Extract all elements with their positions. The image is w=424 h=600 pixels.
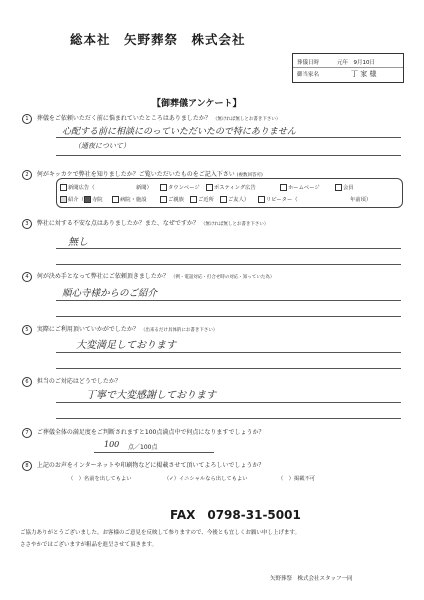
answer-line <box>56 155 401 156</box>
question-note: （無ければ無しとお書き下さい） <box>212 117 281 122</box>
question-number: 4 <box>22 272 32 282</box>
question-note: (複数回答可) <box>236 173 263 178</box>
answer-3: 無し <box>68 237 88 248</box>
q2-option-neighbors[interactable]: ご近所 <box>190 195 214 203</box>
q2-option-relatives[interactable]: ご親族 <box>160 195 184 203</box>
q2-option-member[interactable]: 会員 <box>335 183 354 191</box>
family-value: 丁 家 様 <box>351 70 377 78</box>
question-8 <box>22 460 264 471</box>
answer-line <box>56 316 401 317</box>
info-divider <box>293 67 403 68</box>
score-suffix: 点／100点 <box>128 444 158 451</box>
q2-option-posting[interactable]: ポスティング広告 <box>206 183 256 191</box>
q2-option-homepage[interactable]: ホームページ <box>280 183 320 191</box>
q2-option-newspaper-name: 新聞） <box>136 185 152 191</box>
score-value: 100 <box>104 440 120 449</box>
q2-option-repeater[interactable]: リピーター（ <box>258 195 298 203</box>
question-text: 葬儀をご依頼いただく前に悩まれていたところはありましたか？ <box>36 115 211 122</box>
q2-option-years-ago: 年前頃） <box>350 197 372 203</box>
q2-option-temple[interactable]: 寺院 <box>84 195 103 203</box>
answer-line <box>56 402 401 403</box>
question-text: 何がキッカケで弊社を知りましたか？ご覧いただいたものをご記入下さい <box>36 171 235 178</box>
answer-6: 丁寧で大変感謝しております <box>86 390 216 401</box>
q2-option-hospital[interactable]: 病院・施設 <box>112 195 147 203</box>
q2-option-friends[interactable]: ご友人） <box>220 195 249 203</box>
answer-line <box>56 264 401 265</box>
question-text: 上記のお声をインターネットや印刷物などに掲載させて頂いてよろしいでしょうか？ <box>36 462 265 469</box>
family-label: 御当家名 <box>297 72 320 78</box>
score-underline <box>94 452 214 453</box>
question-text: 担当のご対応はどうでしたか？ <box>36 378 121 385</box>
footer-thanks: ご協力ありがとうございました。お客様のご意見を反映して参りますので、今後とも宜しくお願い申し上げます。 <box>20 530 300 536</box>
question-number: 3 <box>22 219 32 229</box>
question-number: 8 <box>22 461 32 471</box>
company-title: 総本社 矢野葬祭 株式会社 <box>70 32 246 47</box>
question-note: （出来るだけ具体的にお書き下さい） <box>140 328 218 333</box>
question-number: 6 <box>22 377 32 387</box>
question-note: （例・電話対応・打合せ時の対応・知っていた為） <box>170 275 275 280</box>
answer-line <box>56 137 401 138</box>
answer-line <box>56 368 401 369</box>
answer-line <box>56 300 401 301</box>
answer-1-line1: 心配する前に相談にのっていただいたので特にありません <box>62 127 296 137</box>
footer-gift: ささやかではございますが粗品を進呈させて頂きます。 <box>20 542 158 548</box>
question-text: ご葬儀全体の満足度をご判断されますと100点満点中で何点になりますでしょうか？ <box>36 429 265 436</box>
question-text: 弊社に対する不安な点はありましたか？また、なぜですか？ <box>36 220 199 227</box>
question-number: 7 <box>22 428 32 438</box>
question-6 <box>22 376 121 387</box>
funeral-date-label: 葬儀日時 <box>297 60 320 66</box>
answer-line <box>56 352 401 353</box>
question-number: 5 <box>22 325 32 335</box>
footer-signature: 矢野葬祭 株式会社スタッフ一同 <box>270 576 353 582</box>
answer-1-line2: （通夜について） <box>74 142 130 150</box>
funeral-date-value: 元年 9月10日 <box>337 60 375 66</box>
answer-line <box>56 418 401 419</box>
q2-option-newspaper[interactable]: 新聞広告（ <box>60 183 95 191</box>
survey-title: 【御葬儀アンケート】 <box>152 99 242 109</box>
question-1 <box>22 113 280 124</box>
question-4 <box>22 271 274 282</box>
q8-option-no-publish[interactable]: （ ）掲載不可 <box>278 476 316 482</box>
answer-5: 大変満足しております <box>76 340 176 351</box>
q2-option-townpage[interactable]: タウンページ <box>160 183 200 191</box>
question-text: 何が決め手となって弊社にご依頼頂きましたか？ <box>36 273 169 280</box>
q8-option-name-ok[interactable]: （ ）名前を出してもよい <box>68 476 132 482</box>
fax-number: FAX 0798-31-5001 <box>170 508 301 522</box>
funeral-info-box <box>292 53 404 83</box>
q2-option-referral[interactable]: 紹介（ <box>60 195 84 203</box>
question-number: 2 <box>22 170 32 180</box>
question-5 <box>22 324 217 335</box>
question-text: 実際にご利用頂いていかがでしたか？ <box>36 326 139 333</box>
question-note: （無ければ無しとお書き下さい） <box>200 222 269 227</box>
question-number: 1 <box>22 114 32 124</box>
question-3 <box>22 218 268 229</box>
question-7 <box>22 427 265 438</box>
answer-4: 順心寺様からのご紹介 <box>62 288 158 299</box>
q8-option-initials-ok[interactable]: （✓）イニシャルなら出してもよい <box>164 476 248 482</box>
answer-line <box>56 248 401 249</box>
